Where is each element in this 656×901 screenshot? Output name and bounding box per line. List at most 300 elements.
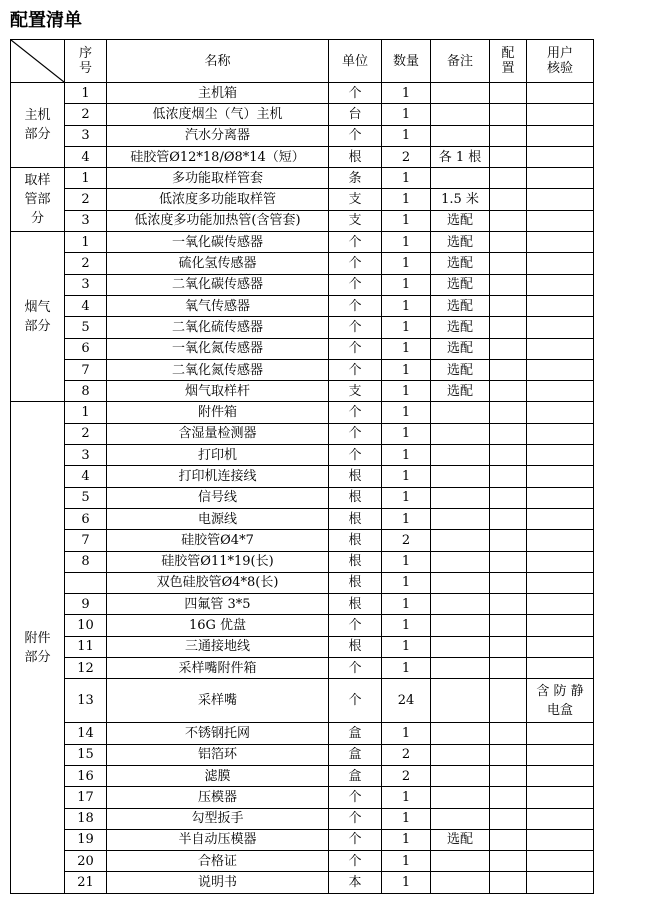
table-row [11,83,594,104]
table-row [11,744,594,765]
cell-check [527,125,594,146]
cell-seq: 4 [65,466,107,487]
cell-qty: 1 [382,232,431,253]
cell-seq: 2 [65,189,107,210]
cell-seq: 6 [65,508,107,529]
table-body [11,83,594,894]
cell-config [490,253,527,274]
cell-name: 采样嘴 [107,679,329,723]
cell-seq: 1 [65,83,107,104]
header-check [527,40,594,83]
cell-config [490,295,527,316]
cell-config [490,359,527,380]
cell-qty: 1 [382,723,431,744]
table-row [11,765,594,786]
cell-config [490,594,527,615]
cell-qty: 1 [382,83,431,104]
table-row [11,808,594,829]
cell-unit: 台 [329,104,382,125]
table-row [11,487,594,508]
cell-check [527,872,594,893]
cell-qty: 1 [382,572,431,593]
table-row [11,572,594,593]
cell-config [490,808,527,829]
cell-check [527,402,594,423]
cell-check [527,658,594,679]
cell-seq: 20 [65,851,107,872]
cell-check [527,594,594,615]
cell-unit: 根 [329,466,382,487]
cell-unit: 本 [329,872,382,893]
cell-qty: 1 [382,808,431,829]
cell-config [490,338,527,359]
cell-name: 压模器 [107,787,329,808]
cell-name: 四氟管 3*5 [107,594,329,615]
cell-note [431,851,490,872]
cell-config [490,829,527,850]
cell-qty: 1 [382,872,431,893]
cell-seq: 1 [65,232,107,253]
cell-note: 选配 [431,317,490,338]
cell-config [490,445,527,466]
cell-qty: 1 [382,402,431,423]
cell-name: 低浓度烟尘（气）主机 [107,104,329,125]
cell-note [431,423,490,444]
table-row [11,723,594,744]
cell-unit: 个 [329,787,382,808]
cell-seq: 4 [65,295,107,316]
cell-note [431,615,490,636]
table-row [11,189,594,210]
table-row [11,104,594,125]
cell-note [431,572,490,593]
cell-qty: 1 [382,338,431,359]
table-row [11,851,594,872]
cell-note [431,104,490,125]
cell-config [490,146,527,167]
cell-check [527,466,594,487]
cell-name: 一氧化氮传感器 [107,338,329,359]
cell-name: 汽水分离器 [107,125,329,146]
cell-qty: 1 [382,274,431,295]
cell-seq: 13 [65,679,107,723]
cell-unit: 根 [329,594,382,615]
cell-unit: 个 [329,808,382,829]
cell-check: 含 防 静 电盒 [527,679,594,723]
cell-check [527,551,594,572]
cell-unit: 个 [329,359,382,380]
cell-qty: 1 [382,787,431,808]
cell-name: 滤膜 [107,765,329,786]
cell-name: 含湿量检测器 [107,423,329,444]
table-row [11,232,594,253]
cell-check [527,274,594,295]
cell-unit: 个 [329,317,382,338]
cell-check [527,189,594,210]
cell-qty: 1 [382,189,431,210]
cell-name: 多功能取样管套 [107,168,329,189]
cell-check [527,765,594,786]
cell-check [527,210,594,231]
table-row [11,317,594,338]
cell-config [490,104,527,125]
cell-note: 选配 [431,295,490,316]
cell-name: 低浓度多功能加热管(含管套) [107,210,329,231]
table-row [11,829,594,850]
cell-unit: 根 [329,508,382,529]
table-row [11,594,594,615]
cell-check [527,744,594,765]
cell-qty: 2 [382,530,431,551]
cell-unit: 根 [329,551,382,572]
cell-note [431,658,490,679]
cell-seq: 9 [65,594,107,615]
cell-name: 二氧化碳传感器 [107,274,329,295]
table-row [11,530,594,551]
cell-name: 一氧化碳传感器 [107,232,329,253]
cell-check [527,445,594,466]
cell-check [527,359,594,380]
cell-qty: 24 [382,679,431,723]
cell-note [431,487,490,508]
cell-config [490,125,527,146]
cell-unit: 个 [329,679,382,723]
cell-config [490,787,527,808]
cell-note: 选配 [431,829,490,850]
cell-config [490,572,527,593]
cell-seq: 14 [65,723,107,744]
cell-unit: 个 [329,232,382,253]
cell-qty: 1 [382,445,431,466]
cell-note: 各 1 根 [431,146,490,167]
cell-check [527,253,594,274]
table-row [11,146,594,167]
cell-seq: 3 [65,210,107,231]
cell-config [490,765,527,786]
cell-seq: 12 [65,658,107,679]
header-seq-text: 序 号 [78,46,92,76]
cell-unit: 个 [329,274,382,295]
cell-note [431,466,490,487]
cell-note [431,551,490,572]
cell-config [490,615,527,636]
cell-note [431,765,490,786]
cell-seq: 15 [65,744,107,765]
cell-unit: 个 [329,423,382,444]
cell-note: 选配 [431,274,490,295]
table-row [11,274,594,295]
table-row [11,787,594,808]
cell-name: 双色硅胶管Ø4*8(长) [107,572,329,593]
cell-config [490,189,527,210]
table-row [11,359,594,380]
cell-unit: 个 [329,295,382,316]
cell-name: 打印机 [107,445,329,466]
cell-config [490,423,527,444]
cell-check [527,508,594,529]
cell-unit: 个 [329,402,382,423]
cell-note [431,787,490,808]
cell-unit: 根 [329,530,382,551]
cell-note: 选配 [431,253,490,274]
cell-qty: 1 [382,658,431,679]
cell-seq: 4 [65,146,107,167]
cell-unit: 个 [329,829,382,850]
cell-name: 三通接地线 [107,636,329,657]
cell-config [490,232,527,253]
cell-unit: 个 [329,851,382,872]
cell-seq: 11 [65,636,107,657]
table-row [11,253,594,274]
cell-name: 信号线 [107,487,329,508]
cell-config [490,551,527,572]
cell-unit: 根 [329,636,382,657]
header-unit: 单位 [329,40,382,83]
cell-name: 硅胶管Ø12*18/Ø8*14（短） [107,146,329,167]
cell-check [527,232,594,253]
table-row [11,125,594,146]
cell-note [431,808,490,829]
cell-name: 氧气传感器 [107,295,329,316]
cell-qty: 1 [382,125,431,146]
cell-qty: 1 [382,210,431,231]
cell-check [527,787,594,808]
cell-seq: 1 [65,168,107,189]
cell-unit: 个 [329,125,382,146]
cell-seq: 3 [65,274,107,295]
cell-config [490,210,527,231]
cell-note [431,83,490,104]
cell-note: 选配 [431,338,490,359]
table-row [11,445,594,466]
cell-unit: 个 [329,83,382,104]
cell-check [527,615,594,636]
cell-config [490,530,527,551]
cell-name: 二氧化硫传感器 [107,317,329,338]
cell-config [490,508,527,529]
cell-name: 不锈钢托网 [107,723,329,744]
cell-check [527,636,594,657]
cell-check [527,381,594,402]
cell-unit: 条 [329,168,382,189]
header-config-text: 配 置 [501,46,515,76]
cell-name: 二氧化氮传感器 [107,359,329,380]
cell-seq: 7 [65,530,107,551]
cell-qty: 2 [382,146,431,167]
cell-seq: 7 [65,359,107,380]
cell-note: 选配 [431,359,490,380]
cell-note: 选配 [431,232,490,253]
cell-unit: 根 [329,146,382,167]
cell-note [431,744,490,765]
cell-name: 附件箱 [107,402,329,423]
cell-check [527,851,594,872]
section-label: 主机 部分 [11,83,65,168]
cell-note [431,723,490,744]
cell-unit: 盒 [329,723,382,744]
table-row [11,338,594,359]
header-seq [65,40,107,83]
cell-check [527,572,594,593]
cell-seq: 6 [65,338,107,359]
cell-name: 主机箱 [107,83,329,104]
cell-unit: 个 [329,253,382,274]
cell-note [431,872,490,893]
table-row [11,210,594,231]
cell-unit: 个 [329,658,382,679]
cell-check [527,487,594,508]
cell-qty: 1 [382,317,431,338]
cell-qty: 1 [382,253,431,274]
cell-check [527,295,594,316]
cell-seq: 2 [65,104,107,125]
cell-config [490,466,527,487]
cell-name: 合格证 [107,851,329,872]
cell-qty: 1 [382,381,431,402]
table-row [11,508,594,529]
cell-seq [65,572,107,593]
table-row [11,615,594,636]
cell-seq: 21 [65,872,107,893]
cell-check [527,808,594,829]
cell-qty: 1 [382,466,431,487]
cell-seq: 1 [65,402,107,423]
cell-config [490,83,527,104]
cell-name: 硅胶管Ø11*19(长) [107,551,329,572]
cell-check [527,423,594,444]
cell-unit: 个 [329,615,382,636]
cell-unit: 个 [329,338,382,359]
cell-check [527,829,594,850]
cell-qty: 1 [382,851,431,872]
cell-config [490,723,527,744]
cell-check [527,317,594,338]
cell-note [431,530,490,551]
cell-seq: 3 [65,125,107,146]
cell-qty: 1 [382,508,431,529]
cell-config [490,851,527,872]
cell-qty: 2 [382,765,431,786]
cell-name: 硅胶管Ø4*7 [107,530,329,551]
table-row [11,402,594,423]
cell-unit: 支 [329,210,382,231]
cell-name: 说明书 [107,872,329,893]
table-row [11,295,594,316]
cell-check [527,530,594,551]
cell-seq: 3 [65,445,107,466]
cell-unit: 根 [329,572,382,593]
table-row [11,466,594,487]
cell-unit: 支 [329,189,382,210]
cell-qty: 2 [382,744,431,765]
cell-unit: 支 [329,381,382,402]
cell-check [527,146,594,167]
cell-qty: 1 [382,359,431,380]
cell-unit: 根 [329,487,382,508]
cell-seq: 17 [65,787,107,808]
cell-note [431,636,490,657]
diagonal-line [11,40,64,82]
cell-name: 铝箔环 [107,744,329,765]
table-row [11,551,594,572]
cell-qty: 1 [382,594,431,615]
diagonal-header-cell [11,40,65,83]
cell-note: 选配 [431,381,490,402]
cell-config [490,658,527,679]
cell-config [490,744,527,765]
header-note: 备注 [431,40,490,83]
table-row [11,168,594,189]
cell-note [431,168,490,189]
table-row [11,636,594,657]
cell-config [490,168,527,189]
section-label: 取样 管部 分 [11,168,65,232]
cell-note: 1.5 米 [431,189,490,210]
cell-config [490,679,527,723]
cell-check [527,723,594,744]
table-row [11,381,594,402]
cell-name: 低浓度多功能取样管 [107,189,329,210]
cell-config [490,872,527,893]
cell-unit: 盒 [329,765,382,786]
cell-check [527,168,594,189]
cell-config [490,402,527,423]
cell-seq: 8 [65,551,107,572]
table-row [11,679,594,723]
cell-seq: 8 [65,381,107,402]
cell-note [431,508,490,529]
table-row [11,423,594,444]
cell-note [431,445,490,466]
header-name: 名称 [107,40,329,83]
section-label: 烟气 部分 [11,232,65,402]
cell-qty: 1 [382,487,431,508]
cell-config [490,274,527,295]
cell-config [490,636,527,657]
cell-name: 打印机连接线 [107,466,329,487]
cell-name: 硫化氢传感器 [107,253,329,274]
cell-seq: 2 [65,253,107,274]
header-qty: 数量 [382,40,431,83]
cell-check [527,83,594,104]
cell-check [527,338,594,359]
cell-name: 采样嘴附件箱 [107,658,329,679]
cell-qty: 1 [382,423,431,444]
cell-seq: 19 [65,829,107,850]
cell-note [431,679,490,723]
cell-seq: 18 [65,808,107,829]
cell-seq: 16 [65,765,107,786]
cell-seq: 5 [65,487,107,508]
cell-qty: 1 [382,615,431,636]
cell-note [431,594,490,615]
cell-unit: 盒 [329,744,382,765]
cell-name: 勾型扳手 [107,808,329,829]
cell-name: 16G 优盘 [107,615,329,636]
cell-qty: 1 [382,104,431,125]
header-check-text: 用户 核验 [546,46,573,76]
cell-qty: 1 [382,168,431,189]
cell-note [431,402,490,423]
cell-name: 半自动压模器 [107,829,329,850]
cell-unit: 个 [329,445,382,466]
cell-qty: 1 [382,551,431,572]
table-row [11,872,594,893]
header-row [11,40,594,83]
cell-seq: 2 [65,423,107,444]
cell-qty: 1 [382,295,431,316]
cell-config [490,381,527,402]
